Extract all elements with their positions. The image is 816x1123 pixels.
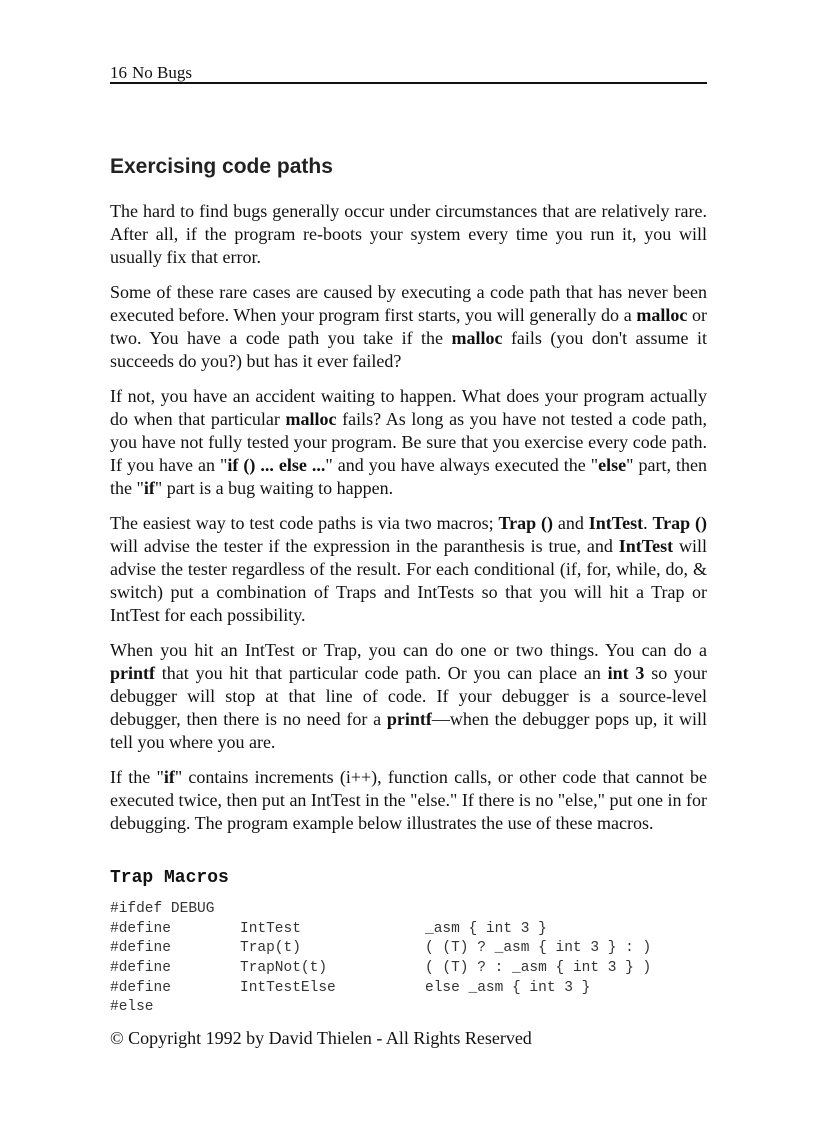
text-run: or two. You have a code path you take if the: [110, 305, 707, 348]
text-run: will advise the tester if the expression in the paranthesis is true, and: [110, 536, 619, 556]
bold-term: if: [143, 478, 155, 498]
bold-term: if: [163, 767, 175, 787]
bold-term: malloc: [451, 328, 503, 348]
code-cell: #else: [110, 999, 154, 1016]
text-run: and: [552, 513, 589, 533]
section-title: Exercising code paths: [110, 155, 333, 178]
text-run: If not, you have an accident waiting to happen. What does your program actually do when that particular: [110, 386, 707, 429]
text-run: " contains increments (i++), function calls, or other code that cannot be executed twice, then put an IntTest in the "else." If there is no "else," put one in for debugging. The program example below illustrates the use of these macros.: [110, 767, 708, 833]
code-cell: Trap(t): [240, 940, 301, 957]
bold-term: printf: [386, 709, 432, 729]
code-cell: #define: [110, 979, 171, 996]
paragraph: [110, 385, 707, 500]
code-cell: #define: [110, 920, 171, 937]
text-run: " part, then the ": [110, 455, 707, 498]
text-run: The hard to find bugs generally occur under circumstances that are relatively rare. After all, if the program re-boots your system every time you run it, you will usually fix that error.: [110, 201, 707, 267]
paragraph: [110, 200, 707, 269]
bold-term: printf: [110, 663, 155, 683]
bold-term: IntTest: [618, 536, 674, 556]
bold-term: int 3: [607, 663, 645, 683]
paragraph: [110, 512, 707, 627]
code-cell: #define: [110, 960, 171, 977]
code-cell: #ifdef DEBUG: [110, 901, 215, 917]
running-header: [110, 63, 707, 84]
code-cell: #define: [110, 940, 171, 957]
code-title: Trap Macros: [110, 868, 229, 888]
text-run: —when the debugger pops up, it will tell you where you are.: [110, 709, 707, 752]
text-run: that you hit that particular code path. Or you can place an: [155, 663, 608, 683]
code-cell: TrapNot(t): [240, 960, 328, 977]
text-run: The easiest way to test code paths is via two macros;: [110, 513, 499, 533]
text-run: fails (you don't assume it succeeds do you?) but has it ever failed?: [110, 328, 707, 371]
paragraph: [110, 766, 707, 835]
text-run: If the ": [110, 767, 164, 787]
code-cell: else _asm { int 3 }: [425, 979, 591, 996]
bold-term: Trap (): [498, 513, 553, 533]
bold-term: else: [598, 455, 627, 475]
bold-term: IntTest: [588, 513, 644, 533]
text-run: Some of these rare cases are caused by executing a code path that has never been executed before. When your program first starts, you will generally do a: [110, 282, 707, 325]
text-run: will advise the tester regardless of the result. For each conditional (if, for, while, do, & switch) put a combination of Traps and IntTests so that you will hit a Trap or IntTest for each possibility.: [110, 536, 707, 625]
paragraph: [110, 281, 707, 373]
text-run: When you hit an IntTest or Trap, you can do one or two things. You can do a: [110, 640, 707, 660]
code-cell: ( (T) ? : _asm { int 3 } ): [425, 960, 652, 977]
text-run: fails? As long as you have not tested a code path, you have not fully tested your program. Be sure that you exercise every code path. If you have an ": [110, 409, 707, 475]
text-run: " and you have always executed the ": [325, 455, 599, 475]
bold-term: malloc: [285, 409, 337, 429]
copyright-footer: © Copyright 1992 by David Thielen - All Rights Reserved: [110, 1028, 532, 1048]
text-run: .: [643, 513, 653, 533]
code-cell: _asm { int 3 }: [425, 920, 547, 937]
code-cell: IntTestElse: [240, 979, 336, 996]
bold-term: malloc: [636, 305, 688, 325]
bold-term: if () ... else ...: [227, 455, 326, 475]
text-run: " part is a bug waiting to happen.: [154, 478, 394, 498]
book-title: No Bugs: [132, 63, 192, 82]
code-cell: ( (T) ? _asm { int 3 } : ): [425, 940, 652, 957]
paragraph: [110, 639, 707, 754]
bold-term: Trap (): [652, 513, 707, 533]
text-run: so your debugger will stop at that line of code. If your debugger is a source-level debugger, then there is no need for a: [110, 663, 708, 729]
page-number: 16: [110, 63, 127, 82]
code-cell: IntTest: [240, 920, 301, 937]
body-text: [110, 200, 707, 847]
